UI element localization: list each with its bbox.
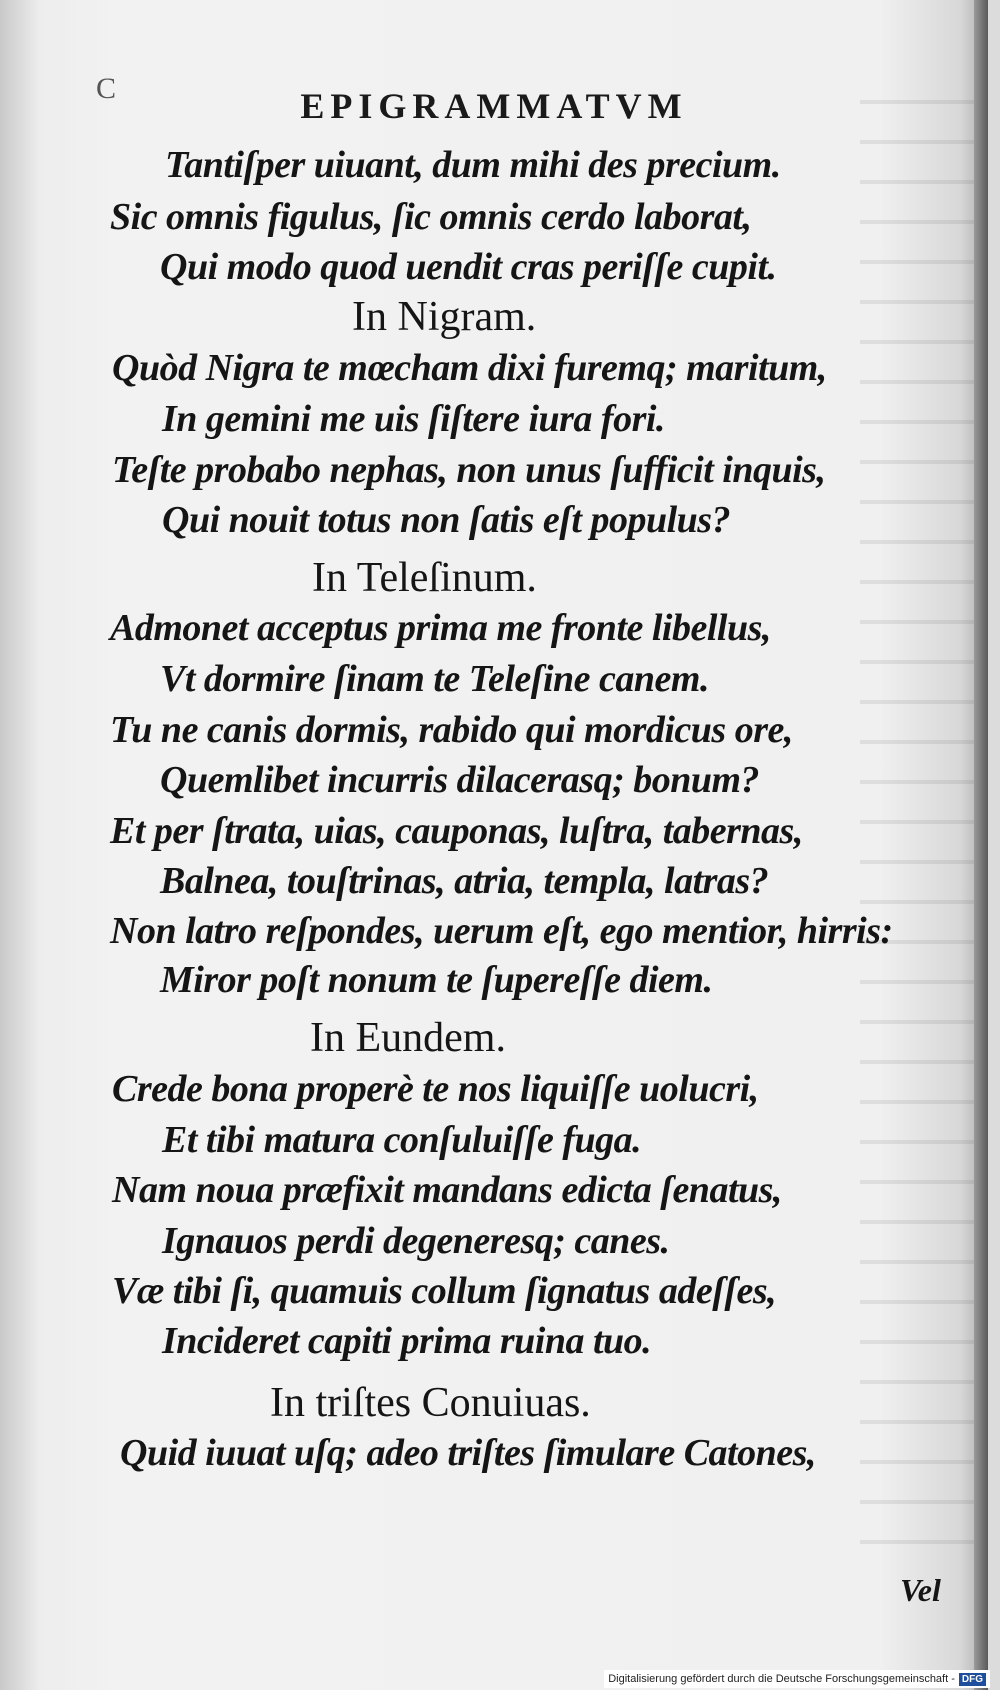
verse-line: Nam noua præfixit mandans edicta ſenatus,: [112, 1169, 782, 1211]
verse-line: Tantiſper uiuant, dum mihi des precium.: [165, 144, 781, 186]
digitization-credit: [604, 1670, 990, 1688]
verse-line: Teſte probabo nephas, non unus ſufficit inquis,: [112, 449, 826, 491]
catchword: Vel: [900, 1572, 941, 1608]
poem-heading: In triſtes Conuiuas.: [270, 1380, 591, 1426]
verse-line: Crede bona properè te nos liquiſſe uolucri,: [112, 1068, 759, 1110]
verse-line: Balnea, touſtrinas, atria, templa, latras?: [160, 860, 769, 902]
verse-line: Ignauos perdi degeneresq; canes.: [162, 1220, 670, 1262]
verse-line: Non latro reſpondes, uerum eſt, ego mentior, hirris:: [110, 910, 893, 952]
poem-heading: In Nigram.: [352, 294, 537, 340]
verse-line: Quòd Nigra te mœcham dixi furemq; maritum,: [112, 347, 827, 389]
verse-line: Vt dormire ſinam te Teleſine canem.: [160, 658, 709, 700]
verse-line: Væ tibi ſi, quamuis collum ſignatus adeſſes,: [112, 1270, 777, 1312]
verse-line: Et per ſtrata, uias, cauponas, luſtra, tabernas,: [110, 810, 803, 852]
dfg-logo: DFG: [959, 1673, 986, 1686]
verse-line: Miror poſt nonum te ſupereſſe diem.: [160, 959, 713, 1001]
poem-heading: In Teleſinum.: [312, 555, 537, 601]
page-mark: C: [96, 72, 117, 105]
poem-heading: In Eundem.: [310, 1015, 506, 1061]
verse-line: Admonet acceptus prima me fronte libellus,: [110, 607, 771, 649]
verse-line: Quid iuuat uſq; adeo triſtes ſimulare Catones,: [120, 1432, 816, 1474]
verse-line: Quemlibet incurris dilacerasq; bonum?: [160, 759, 760, 801]
verse-line: Qui modo quod uendit cras periſſe cupit.: [160, 246, 777, 288]
page-edge-shadow: [974, 0, 988, 1690]
show-through-text: [860, 80, 980, 1580]
verse-line: Qui nouit totus non ſatis eſt populus?: [162, 499, 731, 541]
verse-line: In gemini me uis ſiſtere iura fori.: [162, 398, 665, 440]
verse-line: Incideret capiti prima ruina tuo.: [162, 1320, 652, 1362]
verse-line: Sic omnis figulus, ſic omnis cerdo laborat,: [110, 196, 752, 238]
running-head: EPIGRAMMATVM: [300, 86, 688, 126]
verse-line: Et tibi matura conſuluiſſe fuga.: [162, 1119, 642, 1161]
verse-line: Tu ne canis dormis, rabido qui mordicus ore,: [110, 709, 793, 751]
credit-text: Digitalisierung gefördert durch die Deutsche Forschungsgemeinschaft -: [608, 1673, 955, 1685]
